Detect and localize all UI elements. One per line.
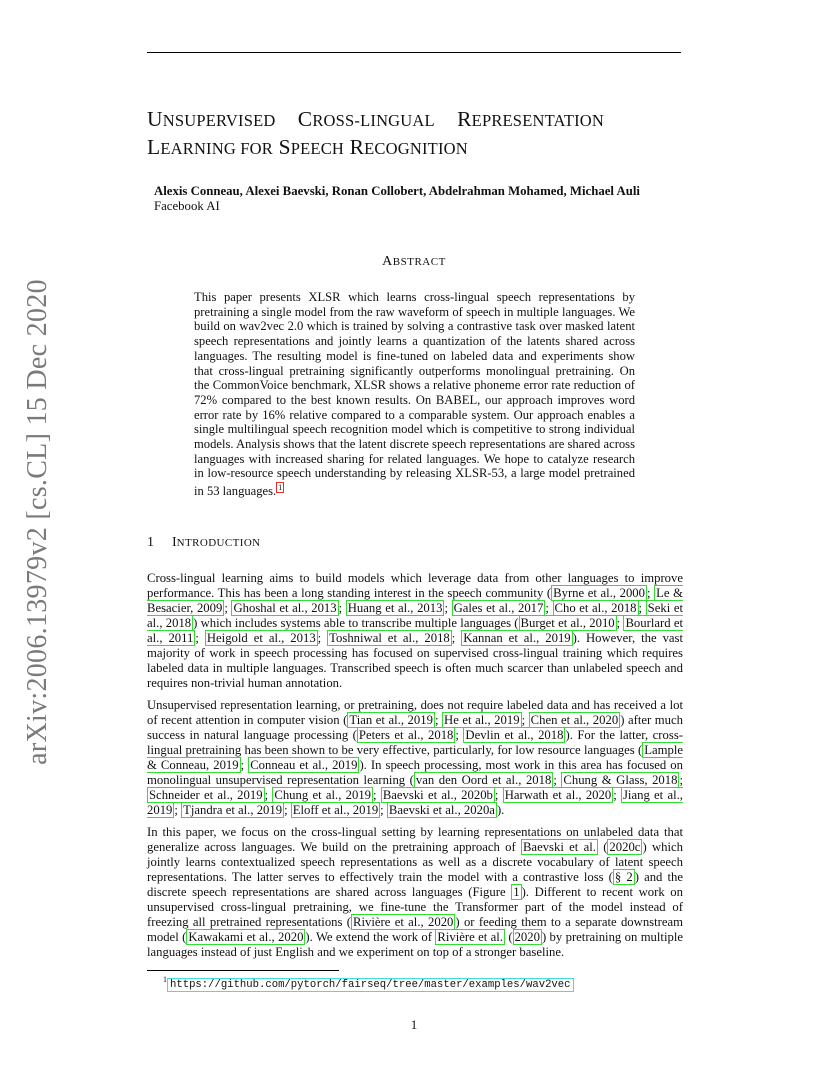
citation-link[interactable]: Baevski et al. [522,840,596,854]
citation-link[interactable]: Baevski et al., 2020b [382,788,493,802]
section-link[interactable]: § 2 [614,870,633,884]
top-rule [147,52,681,53]
citation-link[interactable]: Huang et al., 2013 [347,601,443,615]
footnote-rule [147,970,339,971]
citation-link[interactable]: Jiang et al., 2019 [147,788,683,817]
paragraph-1: Cross-lingual learning aims to build models which leverage data from other languages to improve performance. This has been a long standing interest in the speech community ( Byrne et al., 2000 ; Le & Besacier, 2009 ; Ghoshal et al., 2013 ; Huang et al., 2013 ; Gales et al., 2017 ; Cho et al., 2018 ; Seki et al., 2018 ) which includes systems able to transcribe multiple languages ( Burget et al., 2010 ; Bourlard et al., 2011 ; Heigold et al., 2013 ; Toshniwal et al., 2018 ; Kannan et al., 2019 ). However, the vast majority of work in speech processing has focused on supervised cross-lingual training which requires labeled data in multiple languages. Transcribed speech is often much scarcer than unlabeled speech and requires non-trivial human annotation. [147,571,684,690]
page-number: 1 [410,1017,418,1032]
citation-link[interactable]: He et al., 2019 [444,713,520,727]
footnote: $^1$ https://github.com/pytorch/fairseq/tree/master/examples/wav2vec [163,975,574,991]
citation-link[interactable]: Seki et al., 2018 [147,601,683,630]
author-block [154,184,694,214]
citation-link[interactable]: van den Oord et al., 2018 [415,773,552,787]
citation-link[interactable]: Harwath et al., 2020 [504,788,612,802]
citation-link[interactable]: Kannan et al., 2019 [463,631,571,645]
affiliation: Facebook AI [154,199,220,213]
citation-link[interactable]: Kawakami et al., 2020 [188,930,304,944]
citation-link[interactable]: Schneider et al., 2019 [149,788,263,802]
citation-link[interactable]: Chung et al., 2019 [274,788,372,802]
citation-link[interactable]: Chung & Glass, 2018 [563,773,678,787]
section-heading-introduction: 1 INTRODUCTION [147,535,261,550]
citation-link[interactable]: Le & Besacier, 2009 [147,586,683,615]
footnote-url-link[interactable]: https://github.com/pytorch/fairseq/tree/master/examples/wav2vec [167,978,574,992]
citation-link[interactable]: Cho et al., 2018 [554,601,637,615]
arxiv-stamp: arXiv:2006.13979v2 [cs.CL] 15 Dec 2020 [22,279,53,765]
citation-link[interactable]: Rivière et al. [437,930,503,944]
citation-link[interactable]: Baevski et al., 2020a [388,803,495,817]
citation-link[interactable]: Heigold et al., 2013 [206,631,316,645]
abstract-heading: ABSTRACT [382,254,446,269]
citation-link[interactable]: 2020 [514,930,540,944]
citation-link[interactable]: Lample & Conneau, 2019 [147,743,683,772]
paper-title: UNSUPERVISED CROSS-LINGUAL REPRESENTATION LEARNING FOR SPEECH RECOGNITION [147,107,605,159]
citation-link[interactable]: Peters et al., 2018 [358,728,454,742]
paragraph-3: In this paper, we focus on the cross-lingual setting by learning representations on unlabeled data that generalize across languages. We build on the pretraining approach of Baevski et al. ( 2020c ) which jointly learns contextualized speech representations as well as a discrete vocabulary of latent speech representations. The latter serves to effectively train the model with a contrastive loss ( § 2 ) and the discrete speech representations are shared across languages (Figure 1 ). Different to recent work on unsupervised cross-lingual pretraining, we fine-tune the Transformer part of the model instead of freezing all pretrained representations ( Rivière et al., 2020 ) or feeding them to a separate downstream model ( Kawakami et al., 2020 ). We extend the work of Rivière et al. ( 2020 ) by pretraining on multiple languages instead of just English and we experiment on top of a stronger baseline. [147,825,684,959]
citation-link[interactable]: Conneau et al., 2019 [250,758,358,772]
citation-link[interactable]: Ghoshal et al., 2013 [233,601,337,615]
figure-link[interactable]: 1 [513,885,520,899]
footnote-link[interactable]: 1 [278,483,283,493]
citation-link[interactable]: 2020c [609,840,641,854]
citation-link[interactable]: Devlin et al., 2018 [465,728,564,742]
citation-link[interactable]: Rivière et al., 2020 [353,915,454,929]
paragraph-2: Unsupervised representation learning, or pretraining, does not require labeled data and has received a lot of recent attention in computer vision ( Tian et al., 2019 ; He et al., 2019 ; Chen et al., 2020 ) after much success in natural language processing ( Peters et al., 2018 ; Devlin et al., 2018 ). For the latter, cross-lingual pretraining has been shown to be very effective, particularly, for low resource languages ( Lample & Conneau, 2019 ; Conneau et al., 2019 ). In speech processing, most work in this area has focused on monolingual unsupervised representation learning ( van den Oord et al., 2018 ; Chung & Glass, 2018 ; Schneider et al., 2019 ; Chung et al., 2019 ; Baevski et al., 2020b ; Harwath et al., 2020 ; Jiang et al., 2019 ; Tjandra et al., 2019 ; Eloff et al., 2019 ; Baevski et al., 2020a ). [147,698,683,817]
citation-link[interactable]: Chen et al., 2020 [530,713,619,727]
citation-link[interactable]: Tjandra et al., 2019 [183,803,283,817]
citation-link[interactable]: Bourlard et al., 2011 [147,616,683,645]
citation-link[interactable]: Tian et al., 2019 [349,713,433,727]
abstract-text: This paper presents XLSR which learns cross-lingual speech representations by pretraining a single model from the raw waveform of speech in multiple languages. We build on wav2vec 2.0 which is trained by solving a contrastive task over masked latent speech representations and jointly learns a quantization of the latents shared across languages. The resulting model is fine-tuned on labeled data and experiments show that cross-lingual pretraining significantly outperforms monolingual pretraining. On the CommonVoice benchmark, XLSR shows a relative phoneme error rate reduction of 72% compared to the best known results. On BABEL, our approach improves word error rate by 16% relative compared to a comparable system. Our approach enables a single multilingual speech recognition model which is competitive to strong individual models. Analysis shows that the latent discrete speech representations are shared across languages with increased sharing for related languages. We hope to catalyze research in low-resource speech understanding by releasing XLSR-53, a large model pretrained in 53 languages. $^1$ [194,290,635,499]
author-names: Alexis Conneau, Alexei Baevski, Ronan Collobert, Abdelrahman Mohamed, Michael Auli [154,184,640,198]
citation-link[interactable]: Eloff et al., 2019 [292,803,379,817]
citation-link[interactable]: Burget et al., 2010 [520,616,615,630]
citation-link[interactable]: Toshniwal et al., 2018 [329,631,450,645]
citation-link[interactable]: Byrne et al., 2000 [553,586,645,600]
citation-link[interactable]: Gales et al., 2017 [453,601,544,615]
introduction-body [147,571,683,967]
